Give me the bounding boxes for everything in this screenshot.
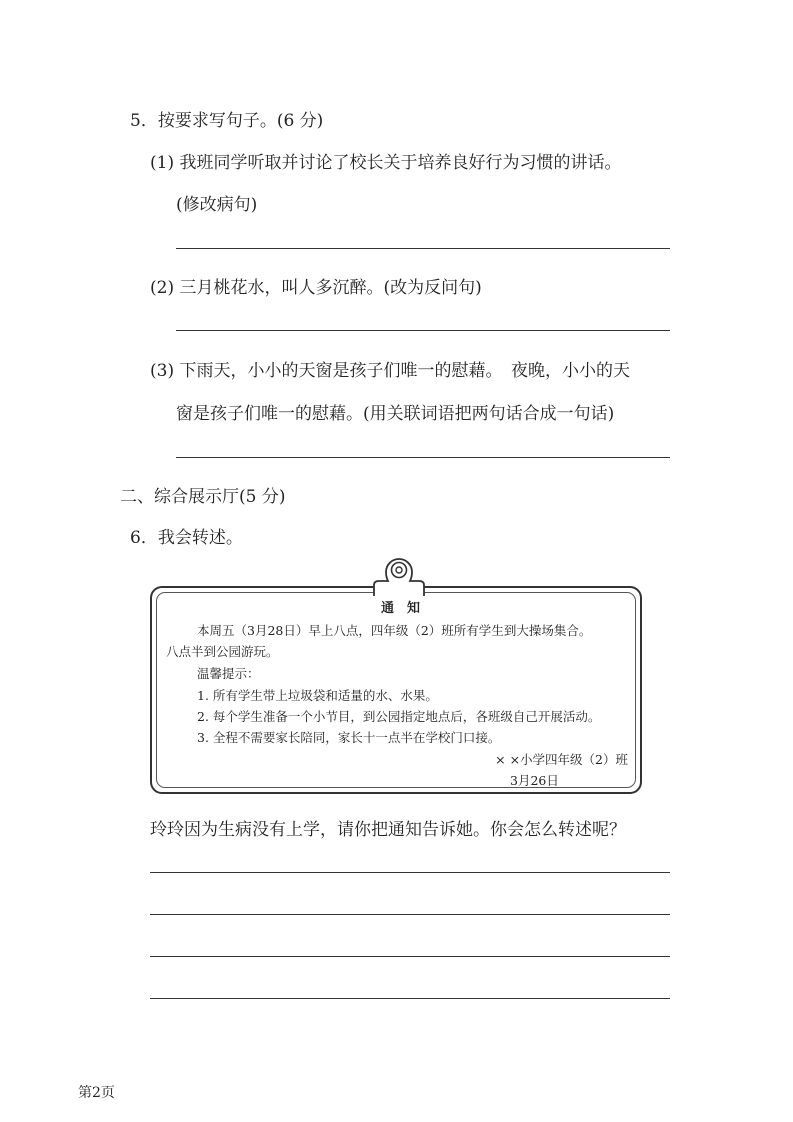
q5-item2-text: (2) 三月桃花水，叫人多沉醉。(改为反问句) xyxy=(150,278,482,298)
notice-tip3: 3. 全程不需要家长陪同，家长十一点半在学校门口接。 xyxy=(197,730,501,745)
notice-body1: 本周五（3月28日）早上八点，四年级（2）班所有学生到大操场集合。 xyxy=(197,623,592,638)
answer-line[interactable] xyxy=(150,914,670,915)
q6-heading: 6．我会转述。 xyxy=(130,528,243,548)
notice-signature: × ×小学四年级（2）班 xyxy=(495,752,628,767)
answer-line[interactable] xyxy=(176,457,670,458)
notice-tip1: 1. 所有学生带上垃圾袋和适量的水、水果。 xyxy=(197,688,438,703)
notice-title: 通 知 xyxy=(381,601,421,616)
q5-heading: 5．按要求写句子。(6 分) xyxy=(130,111,324,131)
q6-question: 玲玲因为生病没有上学，请你把通知告诉她。你会怎么转述呢？ xyxy=(150,820,626,840)
page-number: 第2页 xyxy=(78,1085,115,1101)
q5-item1-text: (1) 我班同学听取并讨论了校长关于培养良好行为习惯的讲话。 xyxy=(150,153,622,173)
notice-date: 3月26日 xyxy=(510,773,559,788)
clip-icon xyxy=(366,555,432,597)
notice-tip2: 2. 每个学生准备一个小节目，到公园指定地点后，各班级自己开展活动。 xyxy=(197,709,601,724)
q5-item3-line1: (3) 下雨天，小小的天窗是孩子们唯一的慰藉。 夜晚，小小的天 xyxy=(150,361,630,381)
answer-line[interactable] xyxy=(150,872,670,873)
q5-item3-line2: 窗是孩子们唯一的慰藉。(用关联词语把两句话合成一句话) xyxy=(176,404,615,424)
notice-tips-label: 温馨提示： xyxy=(197,666,260,681)
answer-line[interactable] xyxy=(176,330,670,331)
answer-line[interactable] xyxy=(176,248,670,249)
notice-body2: 八点半到公园游玩。 xyxy=(166,644,279,659)
answer-line[interactable] xyxy=(150,998,670,999)
section2-heading: 二、综合展示厅(5 分) xyxy=(120,487,286,507)
answer-line[interactable] xyxy=(150,956,670,957)
q5-item1-hint: (修改病句) xyxy=(176,195,258,215)
